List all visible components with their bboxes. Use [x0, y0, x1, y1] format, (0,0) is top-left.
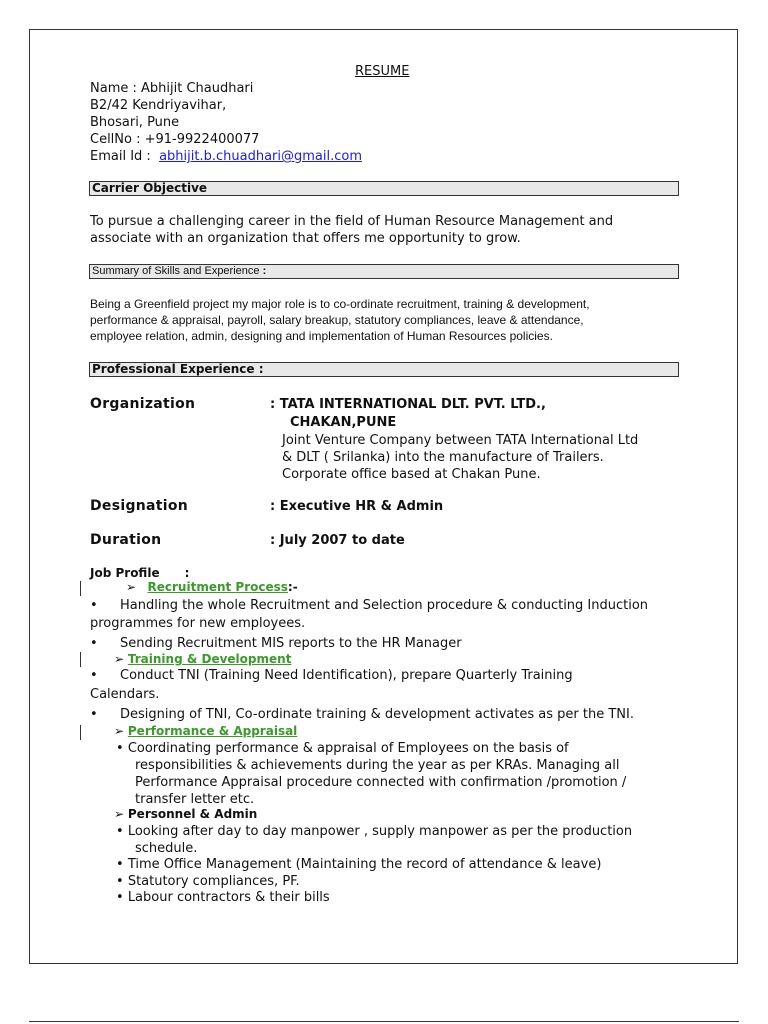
list-item-continuation: Calendars. [90, 687, 160, 702]
designation-value: : Executive HR & Admin [270, 499, 444, 514]
contact-email-row [90, 148, 362, 165]
list-item [90, 635, 462, 652]
change-marker [80, 652, 81, 667]
contact-address-line2: Bhosari, Pune [90, 115, 180, 130]
list-item-text: Handling the whole Recruitment and Selection procedure & conducting Induction [120, 598, 649, 613]
list-item [90, 667, 573, 684]
recruitment-link[interactable]: Recruitment Process [147, 580, 288, 594]
resume-title: RESUME [355, 64, 410, 79]
recruitment-heading [126, 580, 298, 594]
list-item [90, 597, 648, 614]
list-item-continuation: schedule. [135, 841, 198, 856]
list-item [116, 823, 632, 840]
list-item-continuation: programmes for new employees. [90, 616, 306, 631]
objective-line: To pursue a challenging career in the field of Human Resource Management and [90, 214, 614, 229]
list-item-text: Labour contractors & their bills [127, 890, 330, 905]
objective-line: associate with an organization that offers me opportunity to grow. [90, 231, 521, 246]
bullet-icon: • [90, 668, 98, 683]
summary-colon: : [262, 265, 267, 277]
list-item-text: Looking after day to day manpower , supply manpower as per the production [127, 824, 633, 839]
designation-label: Designation [90, 498, 189, 514]
organization-desc-line: Joint Venture Company between TATA International Ltd [282, 433, 639, 448]
email-label: Email Id : [90, 149, 151, 164]
list-item-continuation: transfer letter etc. [135, 792, 255, 807]
bullet-icon: • [116, 874, 124, 889]
arrow-icon: ➢ [114, 807, 125, 821]
list-item-text: Statutory compliances, PF. [127, 874, 300, 889]
contact-block [90, 80, 362, 165]
summary-heading [89, 264, 679, 279]
arrow-icon: ➢ [114, 724, 125, 738]
training-link[interactable]: Training & Development [127, 652, 292, 666]
bullet-icon: • [116, 857, 124, 872]
duration-value: : July 2007 to date [270, 533, 405, 548]
objective-heading: Carrier Objective [89, 181, 679, 196]
organization-desc-line: Corporate office based at Chakan Pune. [282, 467, 541, 482]
footer-divider [29, 1021, 739, 1022]
performance-link[interactable]: Performance & Appraisal [127, 724, 298, 738]
list-item [116, 889, 330, 906]
objective-text [90, 213, 690, 247]
list-item-text: Coordinating performance & appraisal of Employees on the basis of [127, 741, 569, 756]
summary-line: performance & appraisal, payroll, salary breakup, statutory compliances, leave & attendance, [90, 313, 584, 327]
organization-location: CHAKAN,PUNE [290, 415, 397, 430]
list-item-text: Conduct TNI (Training Need Identification), prepare Quarterly Training [120, 668, 573, 683]
list-item-text: Sending Recruitment MIS reports to the HR Manager [120, 636, 462, 651]
bullet-icon: • [90, 636, 98, 651]
bullet-icon: • [90, 707, 98, 722]
list-item [116, 856, 601, 873]
list-item [90, 706, 634, 723]
admin-heading-text: Personnel & Admin [127, 807, 258, 821]
organization-label: Organization [90, 396, 196, 412]
bullet-icon: • [116, 741, 124, 756]
contact-address-line1: B2/42 Kendriyavihar, [90, 98, 227, 113]
summary-title: Summary of Skills and Experience [92, 265, 260, 277]
summary-line: Being a Greenfield project my major role is to co-ordinate recruitment, training & development, [90, 297, 590, 311]
summary-text [90, 296, 690, 344]
duration-label: Duration [90, 532, 162, 548]
list-item-text: Designing of TNI, Co-ordinate training & development activates as per the TNI. [120, 707, 634, 722]
list-item-text: Time Office Management (Maintaining the record of attendance & leave) [127, 857, 602, 872]
email-link[interactable]: abhijit.b.chuadhari@gmail.com [159, 149, 362, 164]
organization-description [282, 432, 638, 483]
admin-heading [114, 807, 257, 821]
organization-value: : TATA INTERNATIONAL DLT. PVT. LTD., [270, 397, 546, 412]
contact-name: Name : Abhijit Chaudhari [90, 81, 254, 96]
training-heading [114, 652, 291, 666]
experience-heading: Professional Experience : [89, 362, 679, 377]
list-item-continuation: Performance Appraisal procedure connected with confirmation /promotion / [135, 775, 627, 790]
performance-heading [114, 724, 297, 738]
bullet-icon: • [90, 598, 98, 613]
bullet-icon: • [116, 890, 124, 905]
change-marker [80, 725, 81, 740]
summary-line: employee relation, admin, designing and implementation of Human Resources policies. [90, 329, 553, 343]
arrow-icon: ➢ [114, 652, 125, 666]
list-item [116, 740, 569, 757]
list-item [116, 873, 300, 890]
contact-cell: CellNo : +91-9922400077 [90, 132, 260, 147]
list-item-continuation: responsibilities & achievements during the year as per KRAs. Managing all [135, 758, 620, 773]
arrow-icon: ➢ [126, 580, 137, 594]
recruitment-suffix: :- [287, 580, 298, 594]
bullet-icon: • [116, 824, 124, 839]
change-marker [80, 581, 81, 596]
organization-desc-line: & DLT ( Srilanka) into the manufacture of Trailers. [282, 450, 604, 465]
job-profile-label: Job Profile : [90, 566, 190, 580]
